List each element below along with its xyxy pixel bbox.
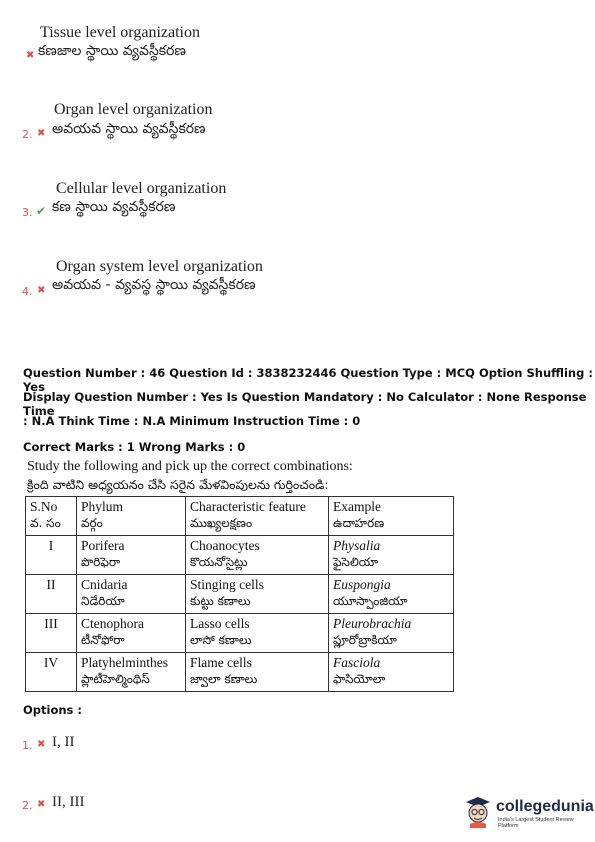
table-cell-sno: II [26, 575, 77, 614]
table-cell-feature: Flame cells జ్వాలా కణాలు [186, 653, 329, 692]
mascot-icon [462, 794, 494, 828]
table-cell-example: Fasciola ఫాసియోలా [329, 653, 454, 692]
question-meta-line3: : N.A Think Time : N.A Minimum Instruction Time : 0 [23, 414, 361, 428]
options-label: Options : [23, 703, 82, 717]
table-cell-phylum: Cnidaria నిడేరియా [77, 575, 186, 614]
table-header-cell: S.No వ. సం [26, 497, 77, 536]
table-row [26, 536, 454, 575]
cross-icon: ✖ [37, 799, 46, 810]
table-cell-sno: I [26, 536, 77, 575]
table-row [26, 614, 454, 653]
prev-option-1-te: కణజాల స్థాయి వ్యవస్థీకరణ [38, 43, 186, 59]
prev-option-4-number: 4. [22, 285, 33, 298]
question-meta-line2: Display Question Number : Yes Is Question Mandatory : No Calculator : None Response Time [23, 390, 587, 418]
cross-icon: ✖ [37, 128, 46, 139]
prev-option-2-te: అవయవ స్థాయి వ్యవస్థీకరణ [52, 121, 206, 137]
logo-name: collegedunia [496, 798, 594, 815]
option-2-number: 2. [22, 799, 33, 812]
table-row [26, 653, 454, 692]
question-text-en: Study the following and pick up the correct combinations: [27, 459, 353, 474]
table-header-row [26, 497, 454, 536]
table-cell-example: Pleurobrachia ప్లూరోబ్రాకియా [329, 614, 454, 653]
table-header-cell: Characteristic feature ముఖ్యలక్షణం [186, 497, 329, 536]
prev-option-2-number: 2. [22, 128, 33, 141]
table-cell-example: Physalia ఫైసెలియా [329, 536, 454, 575]
table-cell-feature: Stinging cells కుట్టు కణాలు [186, 575, 329, 614]
table-cell-sno: III [26, 614, 77, 653]
cross-icon: ✖ [26, 50, 35, 61]
prev-option-3-en: Cellular level organization [56, 180, 227, 197]
table-header-cell: Phylum వర్గం [77, 497, 186, 536]
table-cell-phylum: Porifera పొరిఫెరా [77, 536, 186, 575]
table-cell-feature: Choanocytes కొయనోసైట్లు [186, 536, 329, 575]
table-cell-example: Euspongia యూస్పాంజియా [329, 575, 454, 614]
table-row [26, 575, 454, 614]
prev-option-3-number: 3. [22, 206, 33, 219]
prev-option-1-en: Tissue level organization [40, 24, 200, 41]
question-table [25, 496, 454, 692]
prev-option-2-en: Organ level organization [54, 101, 213, 118]
question-text-te: క్రింది వాటిని అధ్యయనం చేసి సరైన మేళవింపులను గుర్తించండి: [27, 477, 329, 492]
collegedunia-logo [462, 792, 592, 832]
table-header-cell: Example ఉదాహరణ [329, 497, 454, 536]
logo-tagline: India's Largest Student Review Platform [498, 817, 574, 829]
marks-line: Correct Marks : 1 Wrong Marks : 0 [23, 440, 246, 454]
table-cell-phylum: Ctenophora టీనోఫోరా [77, 614, 186, 653]
cross-icon: ✖ [37, 285, 46, 296]
option-2-text: II, III [52, 794, 85, 810]
prev-option-4-en: Organ system level organization [56, 258, 263, 275]
option-1-text: I, II [52, 734, 75, 750]
table-cell-feature: Lasso cells లాసో కణాలు [186, 614, 329, 653]
question-meta-line1: Question Number : 46 Question Id : 3838232446 Question Type : MCQ Option Shuffling : Yes [23, 366, 593, 394]
check-icon: ✔ [36, 204, 47, 218]
option-1-number: 1. [22, 739, 33, 752]
prev-option-4-te: అవయవ - వ్యవస్థ స్థాయి వ్యవస్థీకరణ [52, 277, 256, 293]
prev-option-3-te: కణ స్థాయి వ్యవస్థీకరణ [52, 199, 176, 215]
table-cell-sno: IV [26, 653, 77, 692]
cross-icon: ✖ [37, 739, 46, 750]
table-cell-phylum: Platyhelminthes ప్లాటీహెల్మింథిస్ [77, 653, 186, 692]
